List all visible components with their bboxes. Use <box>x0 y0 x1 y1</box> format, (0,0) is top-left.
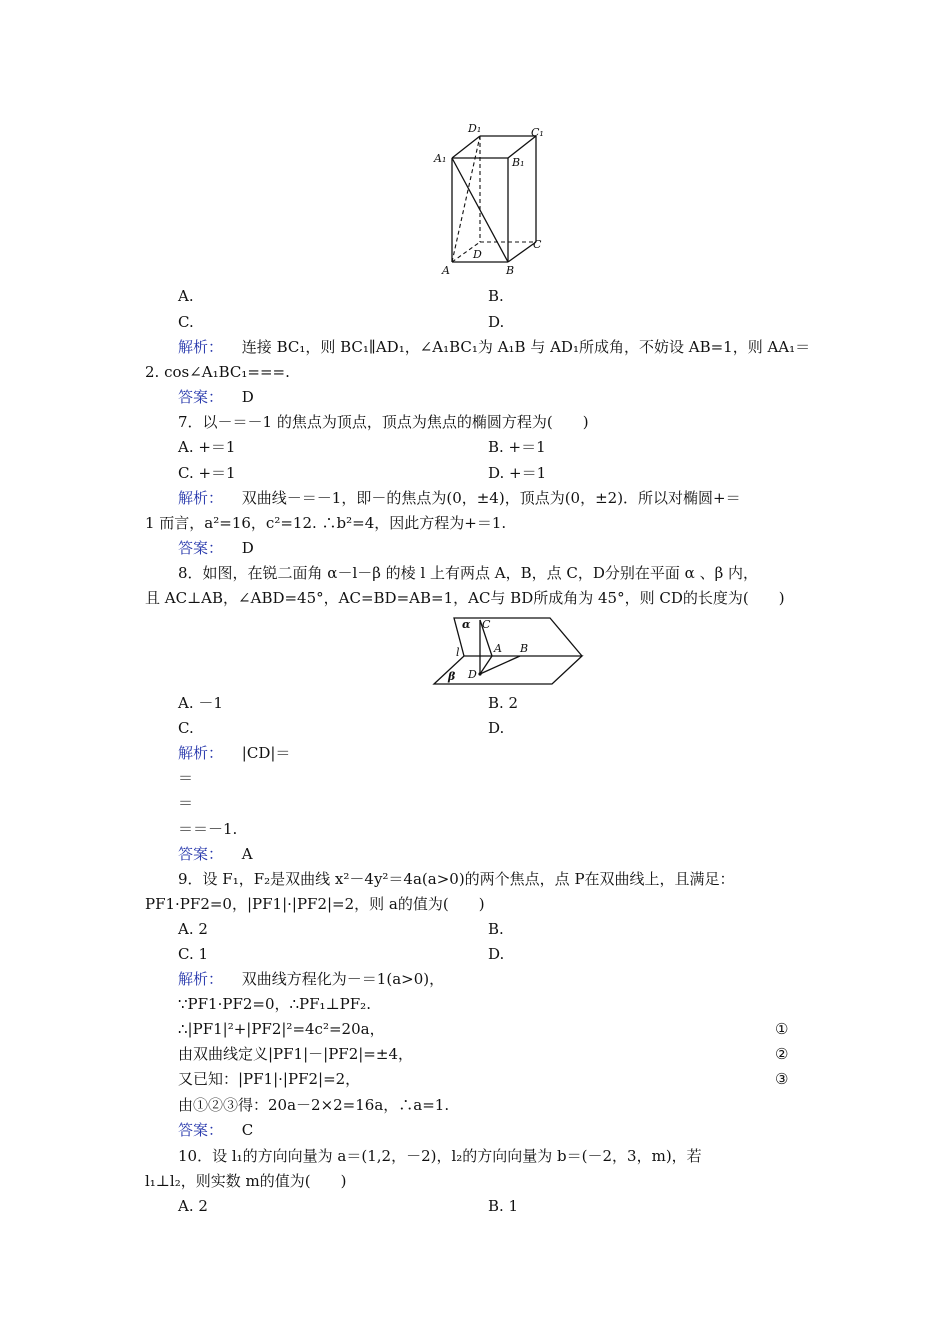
q9-solution-line1 <box>178 969 444 989</box>
q7-solution-line1 <box>178 488 741 508</box>
q7-option-d: D. +＝1 <box>488 464 547 482</box>
q10-stem-line2: l₁⊥l₂，则实数 m的值为( ) <box>145 1172 347 1190</box>
q7-answer <box>178 538 254 558</box>
q6-option-a: A. <box>178 287 194 305</box>
q8-solution-line2: ＝ <box>178 769 194 787</box>
q9-answer <box>178 1120 253 1140</box>
label-B: B <box>520 642 529 655</box>
label-C: C <box>533 238 542 251</box>
label-beta: β <box>448 670 456 683</box>
equation-number-3: ③ <box>775 1070 789 1088</box>
q6-solution-line1 <box>178 337 810 357</box>
q9-answer-value: C <box>241 1121 254 1139</box>
q6-option-c: C. <box>178 313 194 331</box>
q9-solution-label: 解析： <box>178 970 224 988</box>
q9-option-d: D. <box>488 945 505 963</box>
q6-solution-text: 连接 BC₁，则 BC₁∥AD₁，∠A₁BC₁为 A₁B 与 AD₁所成角，不妨设 AB=1，则 AA₁＝ <box>241 338 811 356</box>
equation-number-2: ② <box>775 1045 789 1063</box>
q9-option-a: A. 2 <box>178 920 208 938</box>
q9-solution-line6: 由①②③得：20a－2×2=16a，∴a=1. <box>178 1096 450 1114</box>
q7-option-a: A. +＝1 <box>178 438 236 456</box>
q8-stem-line1: 8．如图，在锐二面角 α－l－β 的棱 l 上有两点 A，B，点 C，D分别在平面 α 、β 内， <box>178 564 759 582</box>
q9-solution-line4: 由双曲线定义|PF1|－|PF2|=±4， <box>178 1045 413 1063</box>
q8-option-b: B. 2 <box>488 694 519 712</box>
q6-option-b: B. <box>488 287 504 305</box>
q9-solution-line5: 又已知：|PF1|·|PF2|=2， <box>178 1070 361 1088</box>
q6-answer <box>178 387 254 407</box>
q6-answer-label: 答案： <box>178 388 224 406</box>
q9-solution-line3: ∴|PF1|²+|PF2|²=4c²=20a， <box>178 1020 385 1038</box>
q9-answer-label: 答案： <box>178 1121 224 1139</box>
label-A: A <box>442 264 450 277</box>
q8-answer-value: A <box>241 845 253 863</box>
q10-stem-line1: 10．设 l₁的方向向量为 a＝(1,2，－2)，l₂的方向向量为 b＝(－2，3，m)，若 <box>178 1147 702 1165</box>
q7-answer-label: 答案： <box>178 539 224 557</box>
q10-option-b: B. 1 <box>488 1197 519 1215</box>
q6-answer-value: D <box>241 388 254 406</box>
label-D: D <box>473 248 482 261</box>
q8-answer <box>178 844 253 864</box>
label-alpha: α <box>462 618 471 631</box>
q7-option-b: B. +＝1 <box>488 438 546 456</box>
label-D1: D₁ <box>468 122 482 135</box>
q7-answer-value: D <box>241 539 254 557</box>
figure-prism <box>430 120 550 280</box>
q9-solution-text: 双曲线方程化为－＝1(a>0)， <box>241 970 445 988</box>
q8-solution-line3: ＝ <box>178 794 194 812</box>
q8-option-d: D. <box>488 719 505 737</box>
q9-stem-line2: PF1·PF2=0，|PF1|·|PF2|=2，则 a的值为( ) <box>145 895 485 913</box>
figure-dihedral <box>430 612 585 690</box>
q9-option-b: B. <box>488 920 504 938</box>
q8-solution-label: 解析： <box>178 744 224 762</box>
q8-option-a: A. －1 <box>178 694 223 712</box>
equation-number-1: ① <box>775 1020 789 1038</box>
q7-solution-label: 解析： <box>178 489 224 507</box>
label-l: l <box>456 646 460 659</box>
q6-solution-line2: 2. cos∠A₁BC₁===. <box>145 363 290 381</box>
q8-solution-text: |CD|＝ <box>241 744 291 762</box>
q9-stem-line1: 9．设 F₁，F₂是双曲线 x²－4y²＝4a(a>0)的两个焦点，点 P在双曲线上，且满足： <box>178 870 735 888</box>
label-C1: C₁ <box>531 126 544 139</box>
q9-option-c: C. 1 <box>178 945 209 963</box>
q8-stem-line2: 且 AC⊥AB，∠ABD=45°，AC=BD=AB=1，AC与 BD所成角为 45°，则 CD的长度为( ) <box>145 589 785 607</box>
q6-option-d: D. <box>488 313 505 331</box>
q8-solution-line4: ＝＝－1. <box>178 820 238 838</box>
label-D: D <box>468 668 477 681</box>
label-B: B <box>506 264 515 277</box>
label-C: C <box>482 618 491 631</box>
q7-solution-text: 双曲线－＝－1，即－的焦点为(0，±4)，顶点为(0，±2)．所以对椭圆+＝ <box>241 489 741 507</box>
q7-solution-line2: 1 而言，a²=16，c²=12. ∴b²=4，因此方程为+＝1. <box>145 514 507 532</box>
label-A: A <box>494 642 502 655</box>
q8-answer-label: 答案： <box>178 845 224 863</box>
q7-option-c: C. +＝1 <box>178 464 236 482</box>
q9-solution-line2: ∵PF1·PF2=0，∴PF₁⊥PF₂. <box>178 995 371 1013</box>
q10-option-a: A. 2 <box>178 1197 208 1215</box>
label-A1: A₁ <box>434 152 447 165</box>
label-B1: B₁ <box>512 156 525 169</box>
q7-stem: 7．以－＝－1 的焦点为顶点，顶点为焦点的椭圆方程为( ) <box>178 413 589 431</box>
q8-option-c: C. <box>178 719 194 737</box>
q6-solution-label: 解析： <box>178 338 224 356</box>
q8-solution-line1 <box>178 743 290 763</box>
